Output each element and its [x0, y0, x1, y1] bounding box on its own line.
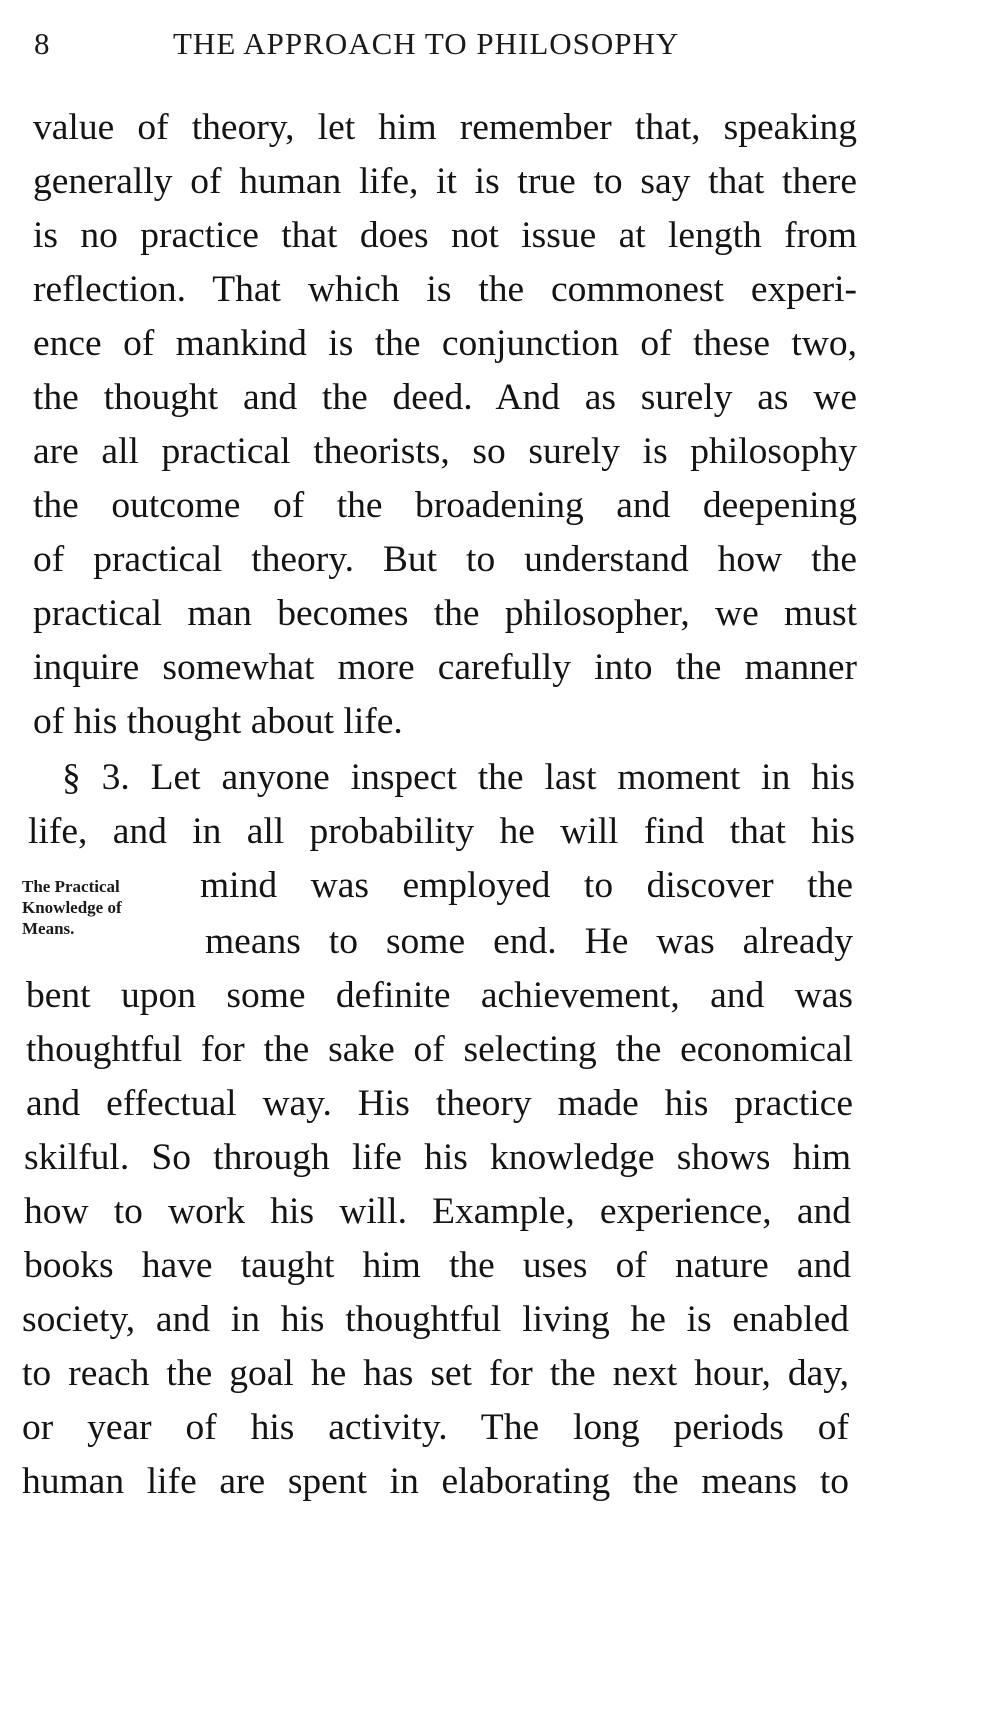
body-line: society, and in his thoughtful living he is enabled: [22, 1299, 849, 1340]
body-line: are all practical theorists, so surely is philosophy: [33, 431, 857, 472]
body-line: inquire somewhat more carefully into the manner: [33, 647, 857, 688]
body-line: skilful. So through life his knowledge shows him: [24, 1137, 851, 1178]
body-line: or year of his activity. The long periods of: [22, 1407, 849, 1448]
body-line: human life are spent in elaborating the means to: [22, 1461, 849, 1502]
marginal-note-line: The Practical: [22, 877, 120, 896]
body-line: how to work his will. Example, experience, and: [24, 1191, 851, 1232]
body-line: is no practice that does not issue at length from: [33, 215, 857, 256]
body-line: and effectual way. His theory made his practice: [26, 1083, 853, 1124]
body-line: life, and in all probability he will find that his: [28, 811, 855, 852]
marginal-note-line: Means.: [22, 919, 75, 938]
body-line: the outcome of the broadening and deepening: [33, 485, 857, 526]
body-line: ence of mankind is the conjunction of these two,: [33, 323, 857, 364]
body-line: to reach the goal he has set for the next hour, day,: [22, 1353, 849, 1394]
body-line: value of theory, let him remember that, speaking: [33, 107, 857, 148]
section-heading-line: § 3. Let anyone inspect the last moment in his: [62, 757, 855, 798]
body-line: books have taught him the uses of nature and: [24, 1245, 851, 1286]
marginal-note-line: Knowledge of: [22, 898, 122, 917]
body-line: generally of human life, it is true to say that there: [33, 161, 857, 202]
page-number: 8: [34, 26, 51, 61]
body-line: means to some end. He was already: [205, 921, 853, 962]
body-line: mind was employed to discover the: [200, 865, 853, 906]
body-line: reflection. That which is the commonest experi-: [33, 269, 857, 310]
marginal-note: [22, 876, 202, 939]
body-line: the thought and the deed. And as surely as we: [33, 377, 857, 418]
body-line: of practical theory. But to understand how the: [33, 539, 857, 580]
running-title: THE APPROACH TO PHILOSOPHY: [173, 26, 680, 61]
body-line: practical man becomes the philosopher, we must: [33, 593, 857, 634]
body-line: thoughtful for the sake of selecting the economical: [26, 1029, 853, 1070]
body-line: of his thought about life.: [33, 701, 403, 742]
body-line: bent upon some definite achievement, and was: [26, 975, 853, 1016]
